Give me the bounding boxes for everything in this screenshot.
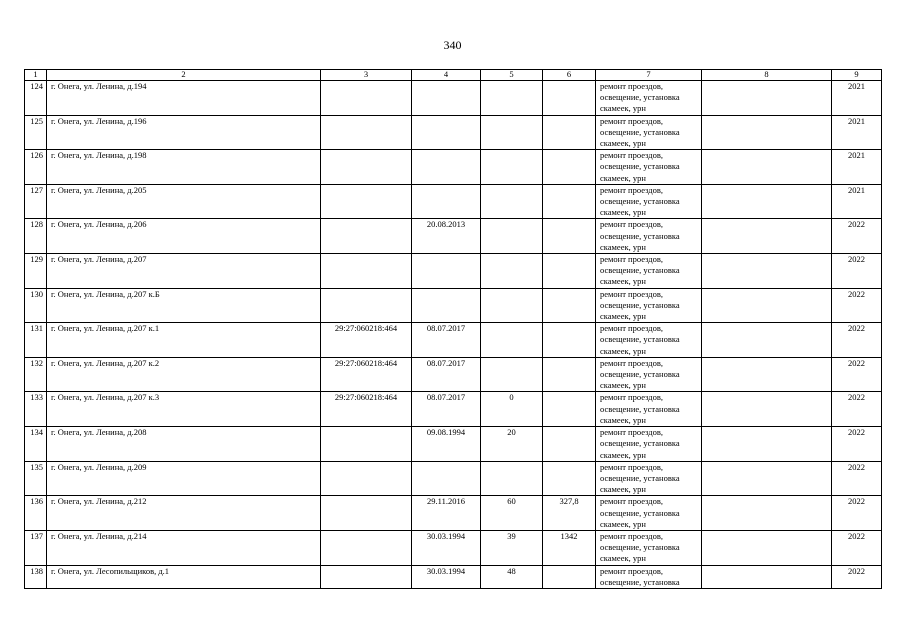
work-description-line: ремонт проездов,	[600, 115, 663, 126]
work-description-cell	[596, 150, 702, 185]
table-row	[25, 530, 882, 565]
work-description-cell	[596, 461, 702, 496]
cadastral-number-cell	[321, 427, 412, 462]
date-cell	[412, 150, 481, 185]
year-cell: 2022	[832, 427, 882, 462]
column-header-3: 3	[321, 70, 412, 81]
column-5-cell	[481, 81, 543, 116]
row-number: 135	[25, 461, 47, 496]
work-description-line: освещение, установка	[600, 230, 680, 241]
column-header-4: 4	[412, 70, 481, 81]
column-6-cell	[543, 115, 596, 150]
column-8-cell	[702, 357, 832, 392]
work-description-line: ремонт проездов,	[600, 392, 663, 403]
row-number: 125	[25, 115, 47, 150]
table-row	[25, 392, 882, 427]
column-5-cell	[481, 288, 543, 323]
year-cell: 2022	[832, 496, 882, 531]
column-header-7: 7	[596, 70, 702, 81]
column-5-cell: 20	[481, 427, 543, 462]
column-5-cell: 0	[481, 392, 543, 427]
table-row	[25, 184, 882, 219]
header-row	[25, 70, 882, 81]
year-cell: 2021	[832, 115, 882, 150]
column-header-2: 2	[47, 70, 321, 81]
column-8-cell	[702, 81, 832, 116]
year-cell: 2022	[832, 392, 882, 427]
work-description-line: ремонт проездов,	[600, 150, 663, 161]
work-description-line: скамеек, урн	[600, 449, 646, 460]
date-cell: 08.07.2017	[412, 392, 481, 427]
work-description-line: ремонт проездов,	[600, 427, 663, 438]
row-number: 137	[25, 530, 47, 565]
year-cell: 2022	[832, 357, 882, 392]
work-description-line: скамеек, урн	[600, 172, 646, 183]
date-cell: 29.11.2016	[412, 496, 481, 531]
row-number: 136	[25, 496, 47, 531]
work-description-line: ремонт проездов,	[600, 254, 663, 265]
cadastral-number-cell	[321, 461, 412, 496]
table-row	[25, 565, 882, 588]
column-5-cell: 48	[481, 565, 543, 588]
row-number: 129	[25, 254, 47, 289]
column-8-cell	[702, 496, 832, 531]
column-6-cell	[543, 150, 596, 185]
column-5-cell	[481, 461, 543, 496]
column-6-cell	[543, 357, 596, 392]
table-row	[25, 461, 882, 496]
work-description-line: освещение, установка	[600, 542, 680, 553]
address-cell: г. Онега, ул. Лесопильщиков, д.1	[47, 565, 321, 588]
table-row	[25, 219, 882, 254]
column-8-cell	[702, 427, 832, 462]
work-description-line: скамеек, урн	[600, 380, 646, 391]
work-description-line: скамеек, урн	[600, 276, 646, 287]
column-5-cell	[481, 150, 543, 185]
work-description-cell	[596, 427, 702, 462]
cadastral-number-cell: 29:27:060218:464	[321, 392, 412, 427]
column-8-cell	[702, 219, 832, 254]
work-description-line: освещение, установка	[600, 196, 680, 207]
work-description-line: освещение, установка	[600, 299, 680, 310]
table-body	[25, 81, 882, 589]
year-cell: 2022	[832, 565, 882, 588]
date-cell: 20.08.2013	[412, 219, 481, 254]
objects-table	[24, 69, 882, 589]
column-8-cell	[702, 288, 832, 323]
row-number: 138	[25, 565, 47, 588]
row-number: 131	[25, 323, 47, 358]
address-cell: г. Онега, ул. Ленина, д.196	[47, 115, 321, 150]
row-number: 130	[25, 288, 47, 323]
address-cell: г. Онега, ул. Ленина, д.207	[47, 254, 321, 289]
column-5-cell: 60	[481, 496, 543, 531]
column-8-cell	[702, 115, 832, 150]
address-cell: г. Онега, ул. Ленина, д.214	[47, 530, 321, 565]
row-number: 124	[25, 81, 47, 116]
address-cell: г. Онега, ул. Ленина, д.208	[47, 427, 321, 462]
work-description-line: освещение, установка	[600, 265, 680, 276]
column-8-cell	[702, 530, 832, 565]
work-description-line: скамеек, урн	[600, 103, 646, 114]
work-description-cell	[596, 81, 702, 116]
column-5-cell	[481, 323, 543, 358]
year-cell: 2021	[832, 184, 882, 219]
date-cell	[412, 184, 481, 219]
column-header-6: 6	[543, 70, 596, 81]
work-description-line: скамеек, урн	[600, 345, 646, 356]
column-8-cell	[702, 392, 832, 427]
table-header	[25, 70, 882, 81]
year-cell: 2022	[832, 219, 882, 254]
table-row	[25, 150, 882, 185]
row-number: 133	[25, 392, 47, 427]
work-description-line: скамеек, урн	[600, 207, 646, 218]
work-description-line: ремонт проездов,	[600, 530, 663, 541]
work-description-line: скамеек, урн	[600, 414, 646, 425]
work-description-cell	[596, 219, 702, 254]
work-description-line: скамеек, урн	[600, 241, 646, 252]
work-description-line: скамеек, урн	[600, 553, 646, 564]
table-row	[25, 357, 882, 392]
column-8-cell	[702, 323, 832, 358]
work-description-cell	[596, 357, 702, 392]
table-row	[25, 254, 882, 289]
column-5-cell	[481, 219, 543, 254]
work-description-line: освещение, установка	[600, 576, 680, 587]
column-8-cell	[702, 184, 832, 219]
work-description-line: освещение, установка	[600, 92, 680, 103]
address-cell: г. Онега, ул. Ленина, д.207 к.3	[47, 392, 321, 427]
work-description-line: ремонт проездов,	[600, 288, 663, 299]
year-cell: 2022	[832, 461, 882, 496]
work-description-line: скамеек, урн	[600, 484, 646, 495]
row-number: 132	[25, 357, 47, 392]
cadastral-number-cell: 29:27:060218:464	[321, 357, 412, 392]
table-row	[25, 81, 882, 116]
date-cell: 30.03.1994	[412, 565, 481, 588]
year-cell: 2022	[832, 254, 882, 289]
column-8-cell	[702, 565, 832, 588]
cadastral-number-cell	[321, 254, 412, 289]
table-row	[25, 288, 882, 323]
address-cell: г. Онега, ул. Ленина, д.212	[47, 496, 321, 531]
cadastral-number-cell	[321, 496, 412, 531]
work-description-cell	[596, 323, 702, 358]
date-cell: 08.07.2017	[412, 323, 481, 358]
work-description-line: освещение, установка	[600, 438, 680, 449]
work-description-line: ремонт проездов,	[600, 219, 663, 230]
cadastral-number-cell	[321, 219, 412, 254]
column-6-cell	[543, 254, 596, 289]
cadastral-number-cell	[321, 184, 412, 219]
row-number: 127	[25, 184, 47, 219]
column-6-cell	[543, 565, 596, 588]
work-description-line: освещение, установка	[600, 403, 680, 414]
year-cell: 2021	[832, 150, 882, 185]
column-6-cell	[543, 81, 596, 116]
year-cell: 2022	[832, 530, 882, 565]
row-number: 134	[25, 427, 47, 462]
address-cell: г. Онега, ул. Ленина, д.209	[47, 461, 321, 496]
work-description-line: освещение, установка	[600, 126, 680, 137]
date-cell	[412, 288, 481, 323]
year-cell: 2021	[832, 81, 882, 116]
column-header-8: 8	[702, 70, 832, 81]
work-description-cell	[596, 496, 702, 531]
date-cell: 09.08.1994	[412, 427, 481, 462]
work-description-line: ремонт проездов,	[600, 81, 663, 91]
cadastral-number-cell: 29:27:060218:464	[321, 323, 412, 358]
address-cell: г. Онега, ул. Ленина, д.207 к.Б	[47, 288, 321, 323]
year-cell: 2022	[832, 323, 882, 358]
address-cell: г. Онега, ул. Ленина, д.198	[47, 150, 321, 185]
work-description-line: ремонт проездов,	[600, 461, 663, 472]
column-header-5: 5	[481, 70, 543, 81]
table-row	[25, 323, 882, 358]
work-description-line: скамеек, урн	[600, 518, 646, 529]
date-cell	[412, 115, 481, 150]
work-description-line: освещение, установка	[600, 507, 680, 518]
work-description-cell	[596, 565, 702, 588]
address-cell: г. Онега, ул. Ленина, д.207 к.1	[47, 323, 321, 358]
work-description-line: освещение, установка	[600, 369, 680, 380]
cadastral-number-cell	[321, 565, 412, 588]
address-cell: г. Онега, ул. Ленина, д.194	[47, 81, 321, 116]
work-description-line: освещение, установка	[600, 472, 680, 483]
column-5-cell	[481, 357, 543, 392]
column-6-cell	[543, 288, 596, 323]
cadastral-number-cell	[321, 530, 412, 565]
table-row	[25, 496, 882, 531]
cadastral-number-cell	[321, 81, 412, 116]
date-cell	[412, 461, 481, 496]
column-6-cell	[543, 461, 596, 496]
column-8-cell	[702, 254, 832, 289]
cadastral-number-cell	[321, 150, 412, 185]
column-8-cell	[702, 150, 832, 185]
work-description-line: скамеек, урн	[600, 138, 646, 149]
work-description-cell	[596, 392, 702, 427]
row-number: 126	[25, 150, 47, 185]
table-row	[25, 427, 882, 462]
column-5-cell	[481, 184, 543, 219]
column-6-cell	[543, 184, 596, 219]
work-description-line: ремонт проездов,	[600, 184, 663, 195]
work-description-cell	[596, 184, 702, 219]
work-description-line: освещение, установка	[600, 334, 680, 345]
date-cell	[412, 81, 481, 116]
date-cell: 30.03.1994	[412, 530, 481, 565]
column-5-cell	[481, 254, 543, 289]
column-6-cell: 327,8	[543, 496, 596, 531]
column-6-cell	[543, 323, 596, 358]
cadastral-number-cell	[321, 288, 412, 323]
column-8-cell	[702, 461, 832, 496]
address-cell: г. Онега, ул. Ленина, д.207 к.2	[47, 357, 321, 392]
work-description-line: ремонт проездов,	[600, 565, 663, 576]
work-description-line: ремонт проездов,	[600, 496, 663, 507]
year-cell: 2022	[832, 288, 882, 323]
column-6-cell	[543, 219, 596, 254]
column-6-cell: 1342	[543, 530, 596, 565]
column-6-cell	[543, 427, 596, 462]
work-description-line: ремонт проездов,	[600, 323, 663, 334]
column-header-1: 1	[25, 70, 47, 81]
work-description-cell	[596, 288, 702, 323]
work-description-cell	[596, 530, 702, 565]
address-cell: г. Онега, ул. Ленина, д.206	[47, 219, 321, 254]
work-description-cell	[596, 115, 702, 150]
column-5-cell: 39	[481, 530, 543, 565]
cadastral-number-cell	[321, 115, 412, 150]
work-description-line: освещение, установка	[600, 161, 680, 172]
date-cell: 08.07.2017	[412, 357, 481, 392]
column-6-cell	[543, 392, 596, 427]
work-description-cell	[596, 254, 702, 289]
column-5-cell	[481, 115, 543, 150]
address-cell: г. Онега, ул. Ленина, д.205	[47, 184, 321, 219]
work-description-line: скамеек, урн	[600, 311, 646, 322]
column-header-9: 9	[832, 70, 882, 81]
page-number: 340	[443, 38, 462, 52]
table-row	[25, 115, 882, 150]
date-cell	[412, 254, 481, 289]
work-description-line: ремонт проездов,	[600, 357, 663, 368]
row-number: 128	[25, 219, 47, 254]
